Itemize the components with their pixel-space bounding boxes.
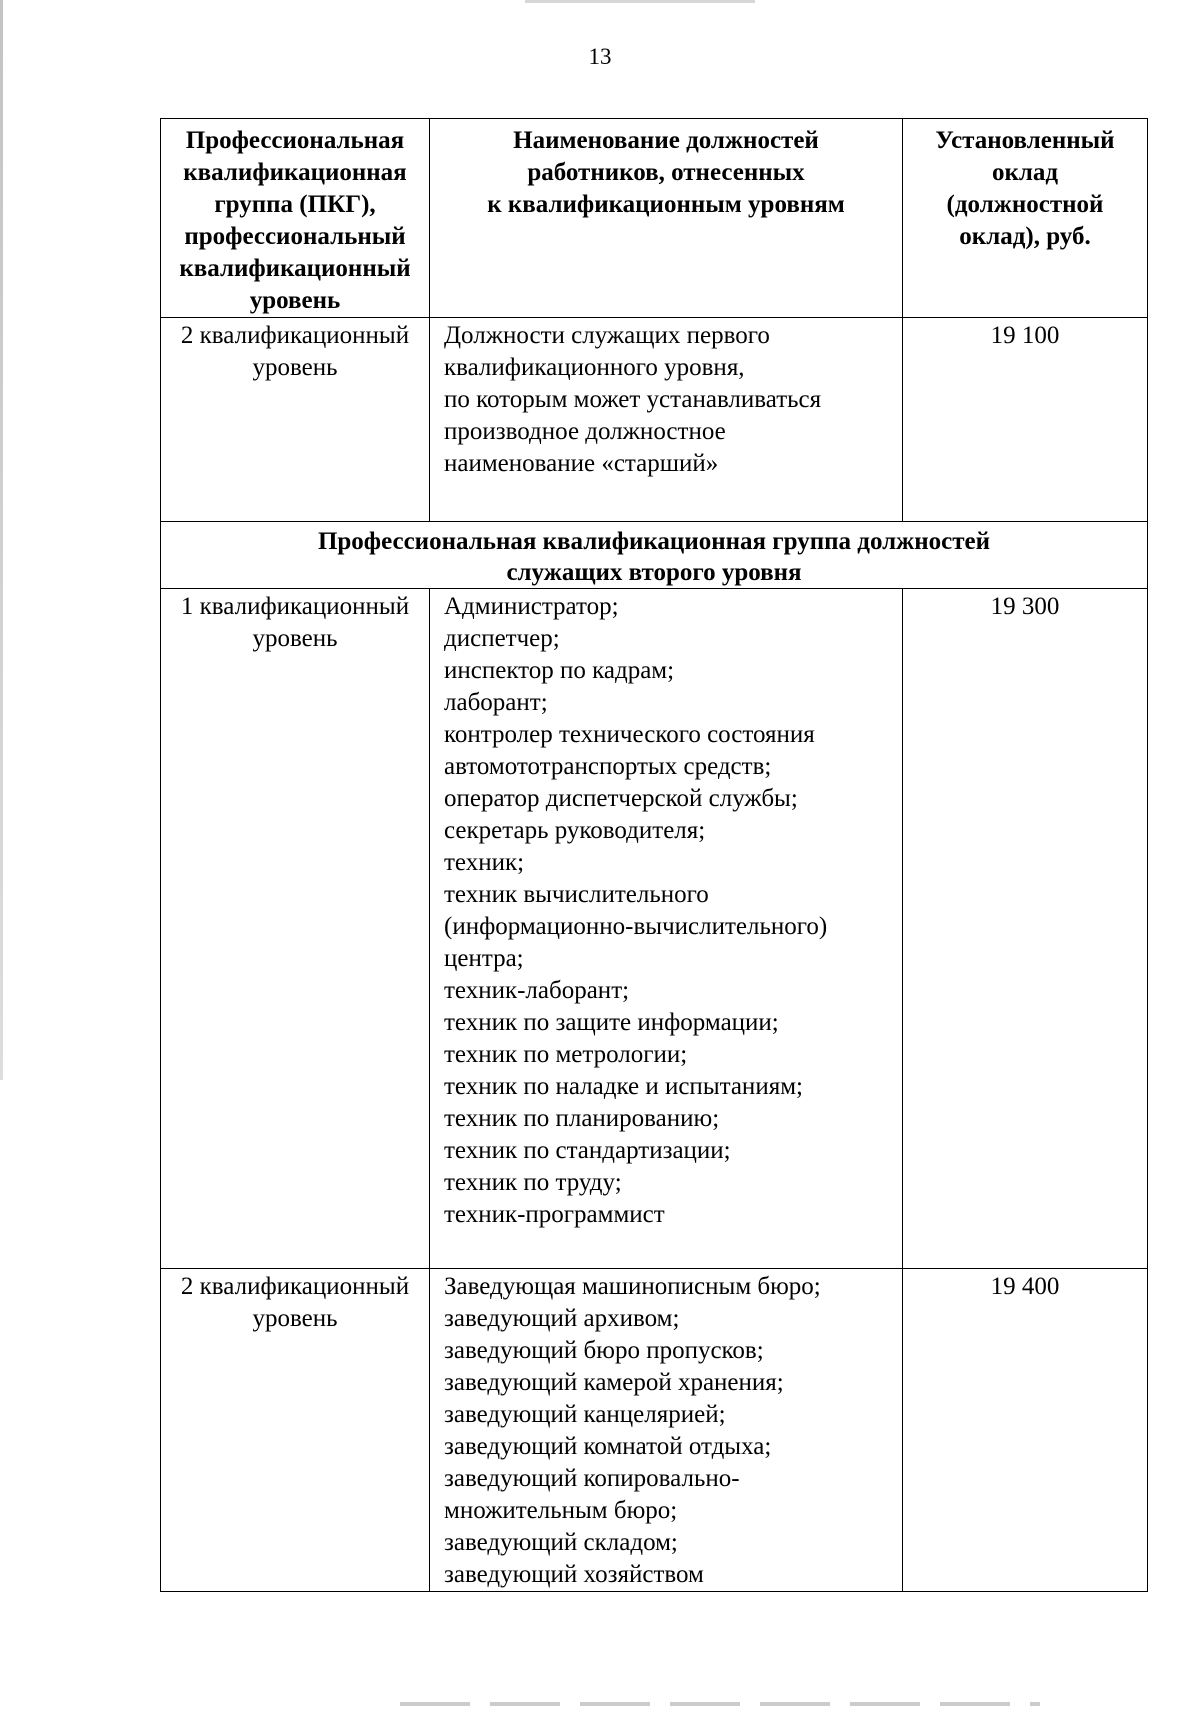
text-line: 2 квалификационный [180,322,410,349]
table-header-row [161,119,1148,318]
text-line: уровень [252,354,338,381]
header-group-level [161,119,430,318]
text-line: Администратор; [444,593,619,620]
text-line: заведующий хозяйством [444,1561,704,1588]
text-line: по которым может устанавливаться [444,386,822,413]
text-line: Профессиональная [185,127,405,154]
text-line: техник по защите информации; [444,1009,779,1036]
text-line: Профессиональная квалификационная группа должностей [317,528,991,555]
text-line: техник по труду; [444,1169,622,1196]
group-heading-row [161,522,1148,589]
scan-artifact-bottom [400,1702,1040,1706]
level-cell [161,1269,430,1592]
text-line: техник по стандартизации; [444,1137,731,1164]
text-line: техник-программист [444,1201,665,1228]
text-line: заведующий складом; [444,1529,678,1556]
group-heading [161,522,1148,589]
text-line: Заведующая машинописным бюро; [444,1273,821,1300]
text-line: Установленный [935,127,1115,154]
header-salary [903,119,1148,318]
text-line: группа (ПКГ), [214,191,376,218]
salary-cell: 19 300 [903,589,1148,1269]
text-line: к квалификационным уровням [487,191,845,218]
text-line: квалификационный [179,255,411,282]
text-line: автомототранспортых средств; [444,753,772,780]
text-line: оклад [991,159,1059,186]
table-row [161,1269,1148,1592]
positions-cell [430,318,903,522]
text-line: диспетчер; [444,625,560,652]
text-line: 1 квалификационный [180,593,410,620]
text-line: множительным бюро; [444,1497,678,1524]
text-line: (информационно-вычислительного) [444,913,828,940]
salary-cell: 19 100 [903,318,1148,522]
text-line: заведующий бюро пропусков; [444,1337,764,1364]
text-line: контролер технического состояния [444,721,815,748]
text-line: уровень [252,1305,338,1332]
text-line: техник по наладке и испытаниям; [444,1073,803,1100]
scan-edge-shadow [0,0,3,1080]
text-line: оклад), руб. [959,223,1091,250]
level-cell [161,589,430,1269]
salary-table [160,118,1148,1592]
text-line: лаборант; [444,689,548,716]
text-line: оператор диспетчерской службы; [444,785,798,812]
text-line: заведующий копировально- [444,1465,740,1492]
positions-cell [430,1269,903,1592]
text-line: секретарь руководителя; [444,817,706,844]
text-line: 2 квалификационный [180,1273,410,1300]
table-row [161,318,1148,522]
text-line: служащих второго уровня [506,559,802,586]
header-positions [430,119,903,318]
positions-cell [430,589,903,1269]
text-line: техник по планированию; [444,1105,720,1132]
text-line: Должности служащих первого [444,322,770,349]
text-line: центра; [444,945,524,972]
text-line: заведующий канцелярией; [444,1401,726,1428]
scan-artifact-top [525,0,755,3]
text-line: работников, отнесенных [527,159,805,186]
text-line: техник по метрологии; [444,1041,688,1068]
text-line: производное должностное [444,418,726,445]
salary-cell: 19 400 [903,1269,1148,1592]
text-line: уровень [249,287,341,314]
text-line: техник вычислительного [444,881,709,908]
text-line: инспектор по кадрам; [444,657,675,684]
text-line: квалификационного уровня, [444,354,745,381]
page-number: 13 [588,44,612,69]
text-line: профессиональный [184,223,406,250]
level-cell [161,318,430,522]
text-line: техник-лаборант; [444,977,630,1004]
text-line: уровень [252,625,338,652]
text-line: Наименование должностей [513,127,819,154]
text-line: техник; [444,849,525,876]
text-line: заведующий камерой хранения; [444,1369,784,1396]
text-line: (должностной [946,191,1104,218]
text-line: квалификационная [183,159,407,186]
text-line: заведующий архивом; [444,1305,680,1332]
table-row [161,589,1148,1269]
text-line: заведующий комнатой отдыха; [444,1433,772,1460]
text-line: наименование «старший» [444,450,719,477]
